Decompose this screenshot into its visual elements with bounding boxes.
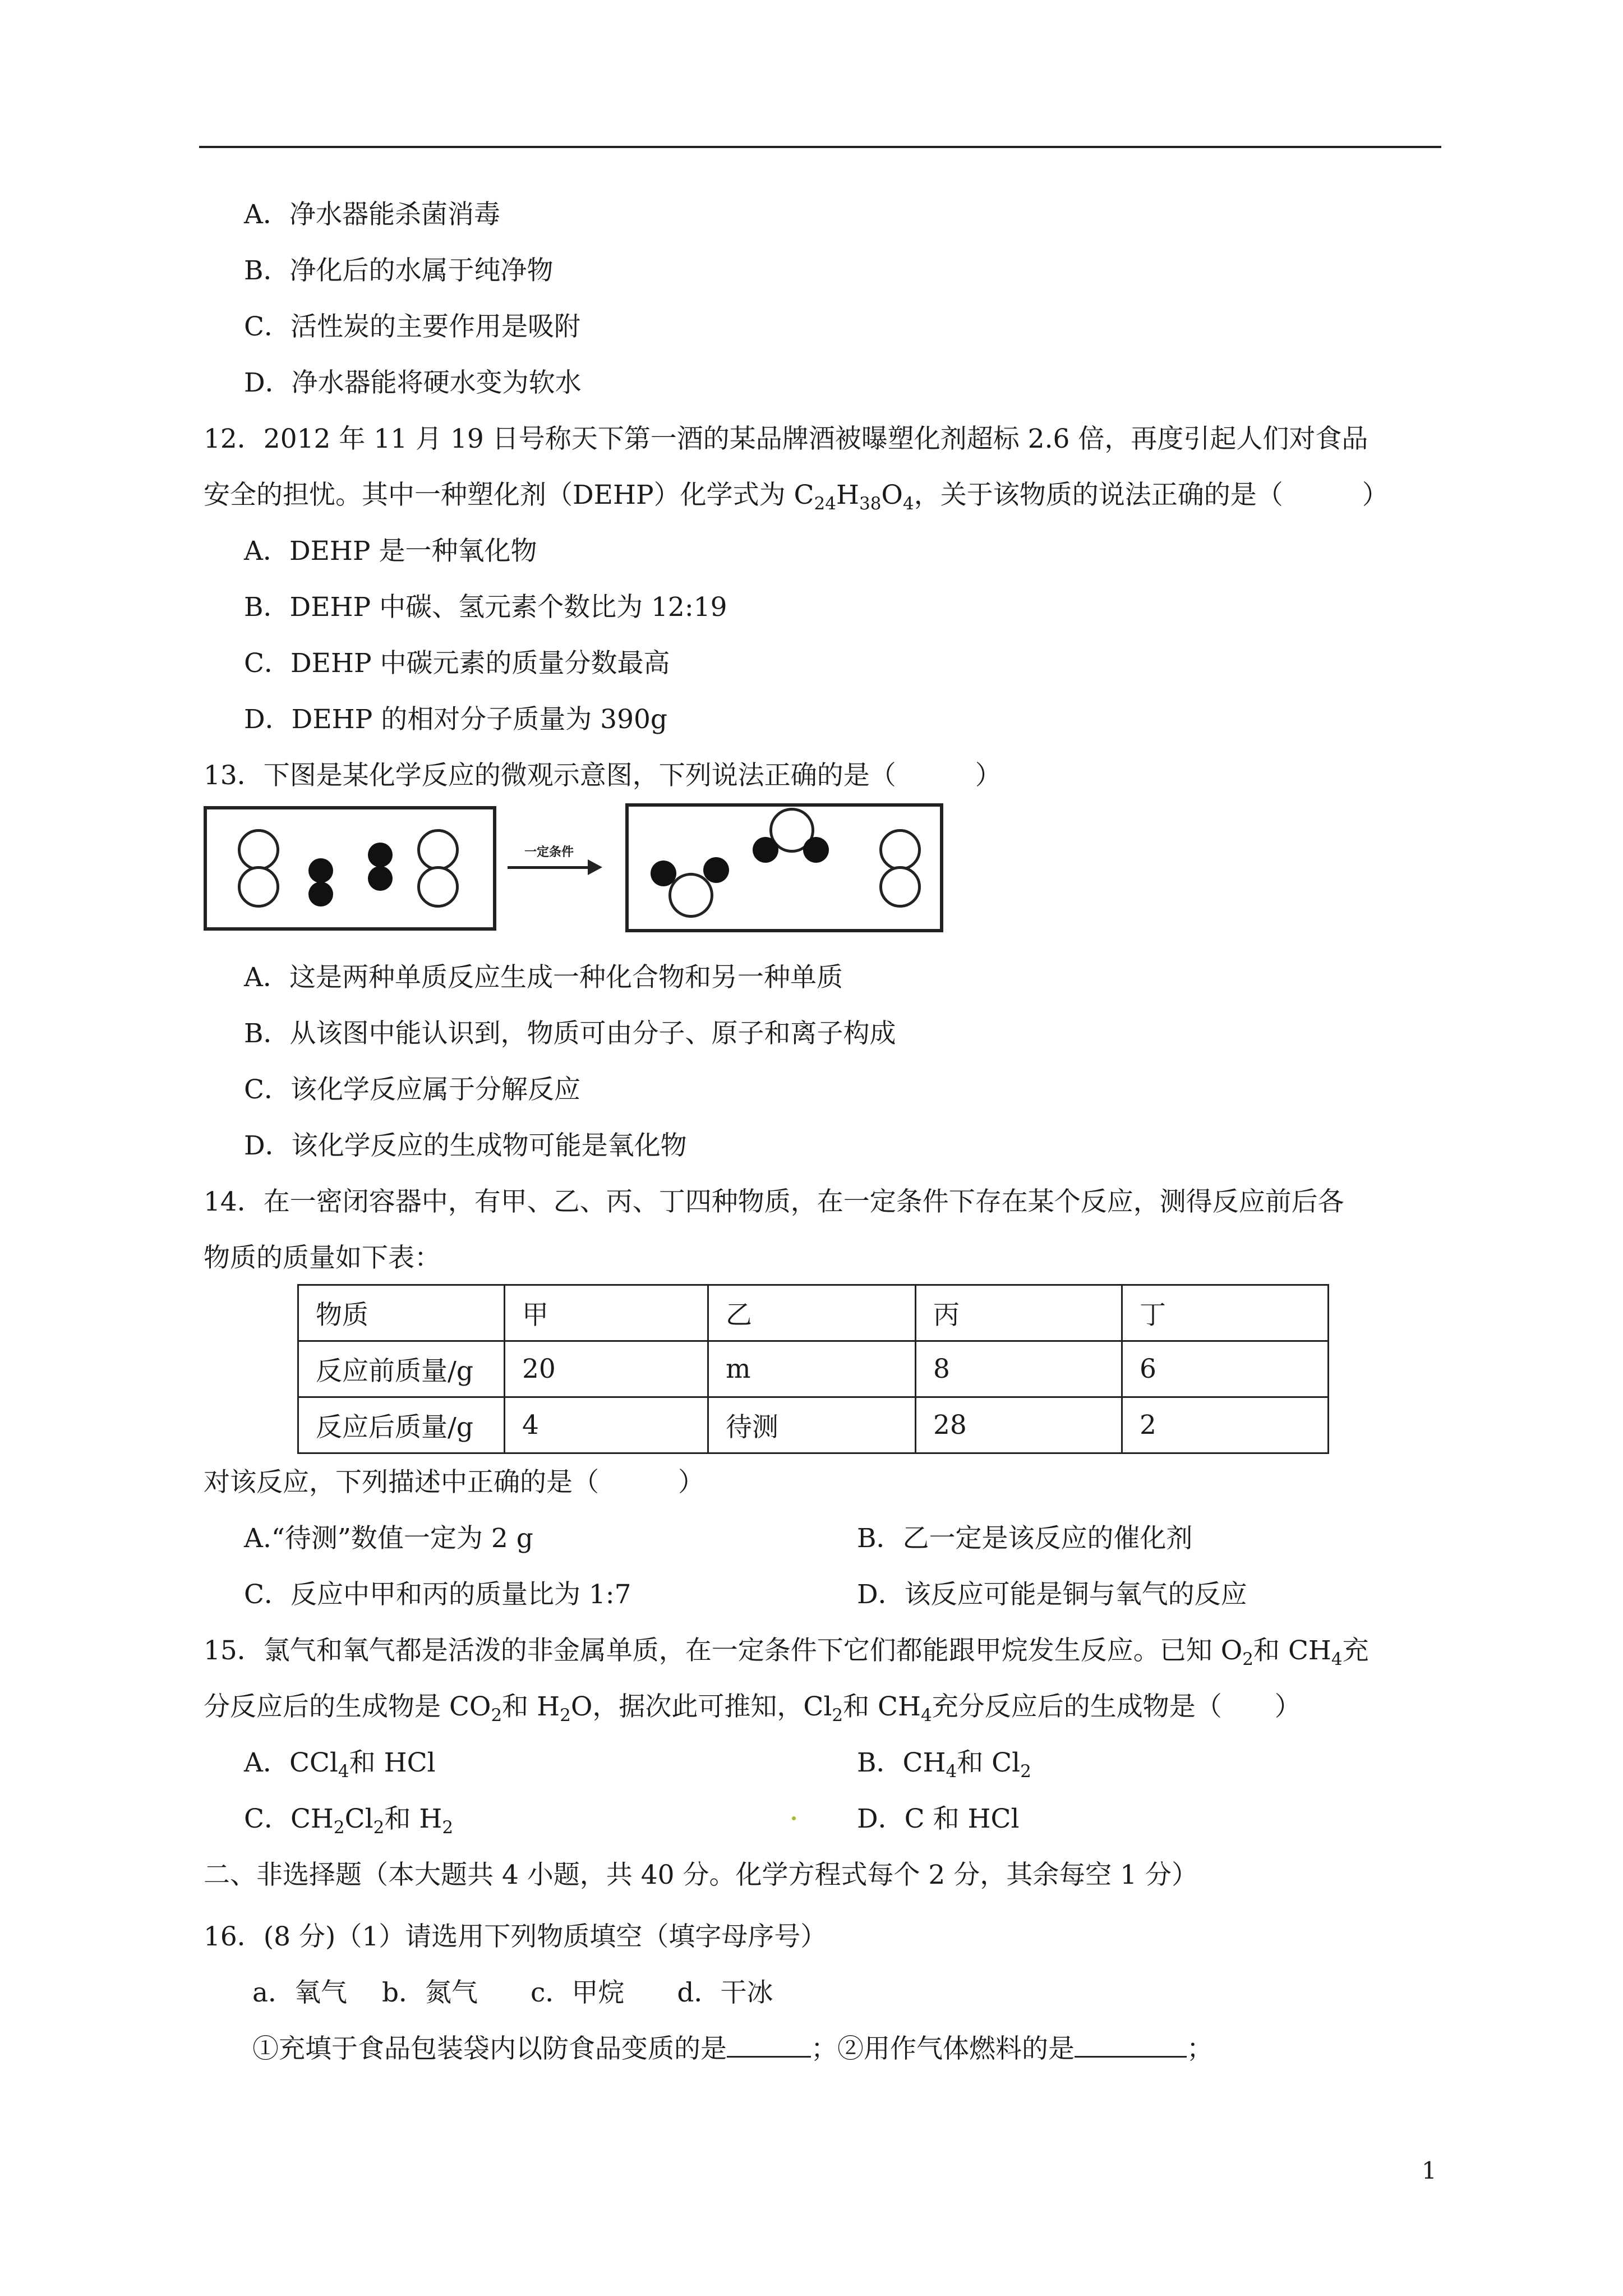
table-cell: 丁 bbox=[1122, 1285, 1329, 1341]
q15-stem-line1: 15．氯气和氧气都是活泼的非金属单质，在一定条件下它们都能跟甲烷发生反应。已知 $O_2$和 $CH_4$充 bbox=[204, 1635, 1369, 1669]
q14-stem-line2: 物质的质量如下表： bbox=[204, 1243, 441, 1273]
black-atom bbox=[753, 837, 778, 863]
black-atom bbox=[308, 882, 333, 907]
q15-option-a: A．CCl$_4$和 HCl bbox=[244, 1747, 436, 1782]
q13-option-a: A．这是两种单质反应生成一种化合物和另一种单质 bbox=[244, 962, 843, 993]
table-cell: 20 bbox=[505, 1341, 708, 1397]
q15-option-b: B．$CH_4$和 $Cl_2$ bbox=[857, 1747, 1031, 1782]
q12-stem-line2: 安全的担忧。其中一种塑化剂（DEHP）化学式为 $C_{24}H_{38}O_4$，关于该物质的说法正确的是（ ） bbox=[204, 480, 1389, 514]
reactants-box bbox=[204, 806, 496, 931]
table-cell: 乙 bbox=[708, 1285, 916, 1341]
arrow-head-icon bbox=[588, 859, 602, 875]
table-cell: 甲 bbox=[505, 1285, 708, 1341]
table-cell: 物质 bbox=[298, 1285, 505, 1341]
q12-option-b: B．DEHP 中碳、氢元素个数比为 12:19 bbox=[244, 592, 727, 623]
table-cell: 4 bbox=[505, 1397, 708, 1453]
q13-stem: 13．下图是某化学反应的微观示意图，下列说法正确的是（ ） bbox=[204, 760, 1002, 791]
black-atom bbox=[368, 843, 393, 867]
white-atom bbox=[417, 829, 459, 871]
table-row bbox=[298, 1341, 1329, 1397]
black-atom bbox=[308, 858, 333, 883]
table-cell: 反应后质量/g bbox=[298, 1397, 505, 1453]
section-heading: 二、非选择题（本大题共 4 小题，共 40 分。化学方程式每个 2 分，其余每空 1 分） bbox=[204, 1860, 1198, 1890]
q15-stem-line2: 分反应后的生成物是 $CO_2$和 $H_2O$，据次此可推知，$Cl_2$和 $CH_4$充分反应后的生成物是（ ） bbox=[204, 1691, 1301, 1726]
table-cell: 8 bbox=[916, 1341, 1122, 1397]
white-atom bbox=[879, 829, 921, 871]
table-cell: 反应前质量/g bbox=[298, 1341, 505, 1397]
q16-head: 16．(8 分)（1）请选用下列物质填空（填字母序号） bbox=[204, 1921, 827, 1952]
q12-option-d: D．DEHP 的相对分子质量为 390g bbox=[244, 704, 667, 735]
answer-blank-2[interactable] bbox=[1075, 2032, 1187, 2058]
q11-option-c: C．活性炭的主要作用是吸附 bbox=[244, 311, 580, 342]
white-atom bbox=[238, 866, 279, 908]
q14-option-d: D．该反应可能是铜与氧气的反应 bbox=[857, 1579, 1247, 1610]
white-atom bbox=[668, 873, 713, 918]
q12-option-a: A．DEHP 是一种氧化物 bbox=[244, 536, 537, 567]
header-rule bbox=[199, 146, 1441, 148]
q14-option-c: C．反应中甲和丙的质量比为 1:7 bbox=[244, 1579, 631, 1610]
black-atom bbox=[368, 866, 393, 891]
q13-option-d: D．该化学反应的生成物可能是氧化物 bbox=[244, 1130, 687, 1161]
black-atom bbox=[703, 857, 729, 883]
table-cell: 2 bbox=[1122, 1397, 1329, 1453]
table-row bbox=[298, 1397, 1329, 1453]
white-atom bbox=[417, 866, 459, 908]
white-atom bbox=[238, 829, 279, 871]
q11-option-d: D．净水器能将硬水变为软水 bbox=[244, 367, 582, 398]
q12-stem-line1: 12．2012 年 11 月 19 日号称天下第一酒的某品牌酒被曝塑化剂超标 2.6 倍，再度引起人们对食品 bbox=[204, 424, 1368, 454]
table-cell: 待测 bbox=[708, 1397, 916, 1453]
page-number: 1 bbox=[1422, 2157, 1437, 2184]
table-cell: 28 bbox=[916, 1397, 1122, 1453]
q11-option-a: A．净水器能杀菌消毒 bbox=[244, 199, 500, 230]
black-atom bbox=[803, 837, 829, 863]
answer-blank-1[interactable] bbox=[727, 2032, 811, 2058]
q15-option-d: D．C 和 HCl bbox=[857, 1803, 1020, 1834]
q14-option-a: A.“待测”数值一定为 2 g bbox=[244, 1523, 533, 1554]
mass-table bbox=[297, 1284, 1329, 1454]
table-cell: 丙 bbox=[916, 1285, 1122, 1341]
q16-choices: a．氧气 b．氮气 c．甲烷 d．干冰 bbox=[252, 1977, 773, 2008]
stray-dot bbox=[792, 1816, 796, 1820]
q13-option-b: B．从该图中能认识到，物质可由分子、原子和离子构成 bbox=[244, 1018, 896, 1049]
table-cell: 6 bbox=[1122, 1341, 1329, 1397]
white-atom bbox=[879, 866, 921, 908]
q14-option-b: B．乙一定是该反应的催化剂 bbox=[857, 1523, 1193, 1554]
q12-option-c: C．DEHP 中碳元素的质量分数最高 bbox=[244, 648, 670, 679]
table-cell: m bbox=[708, 1341, 916, 1397]
q13-option-c: C．该化学反应属于分解反应 bbox=[244, 1074, 580, 1105]
q14-stem-line1: 14．在一密闭容器中，有甲、乙、丙、丁四种物质，在一定条件下存在某个反应，测得反应前后各 bbox=[204, 1186, 1344, 1217]
reaction-condition-label: 一定条件 bbox=[524, 845, 574, 859]
q14-question: 对该反应，下列描述中正确的是（ ） bbox=[204, 1467, 704, 1498]
q11-option-b: B．净化后的水属于纯净物 bbox=[244, 255, 554, 286]
q16-fill-line: ①充填于食品包装袋内以防食品变质的是 ；②用作气体燃料的是 ； bbox=[252, 2033, 1213, 2064]
reaction-arrow bbox=[508, 866, 592, 869]
table-row bbox=[298, 1285, 1329, 1341]
black-atom bbox=[651, 861, 676, 886]
q15-option-c: C．$CH_2Cl_2$和 $H_2$ bbox=[244, 1803, 454, 1838]
